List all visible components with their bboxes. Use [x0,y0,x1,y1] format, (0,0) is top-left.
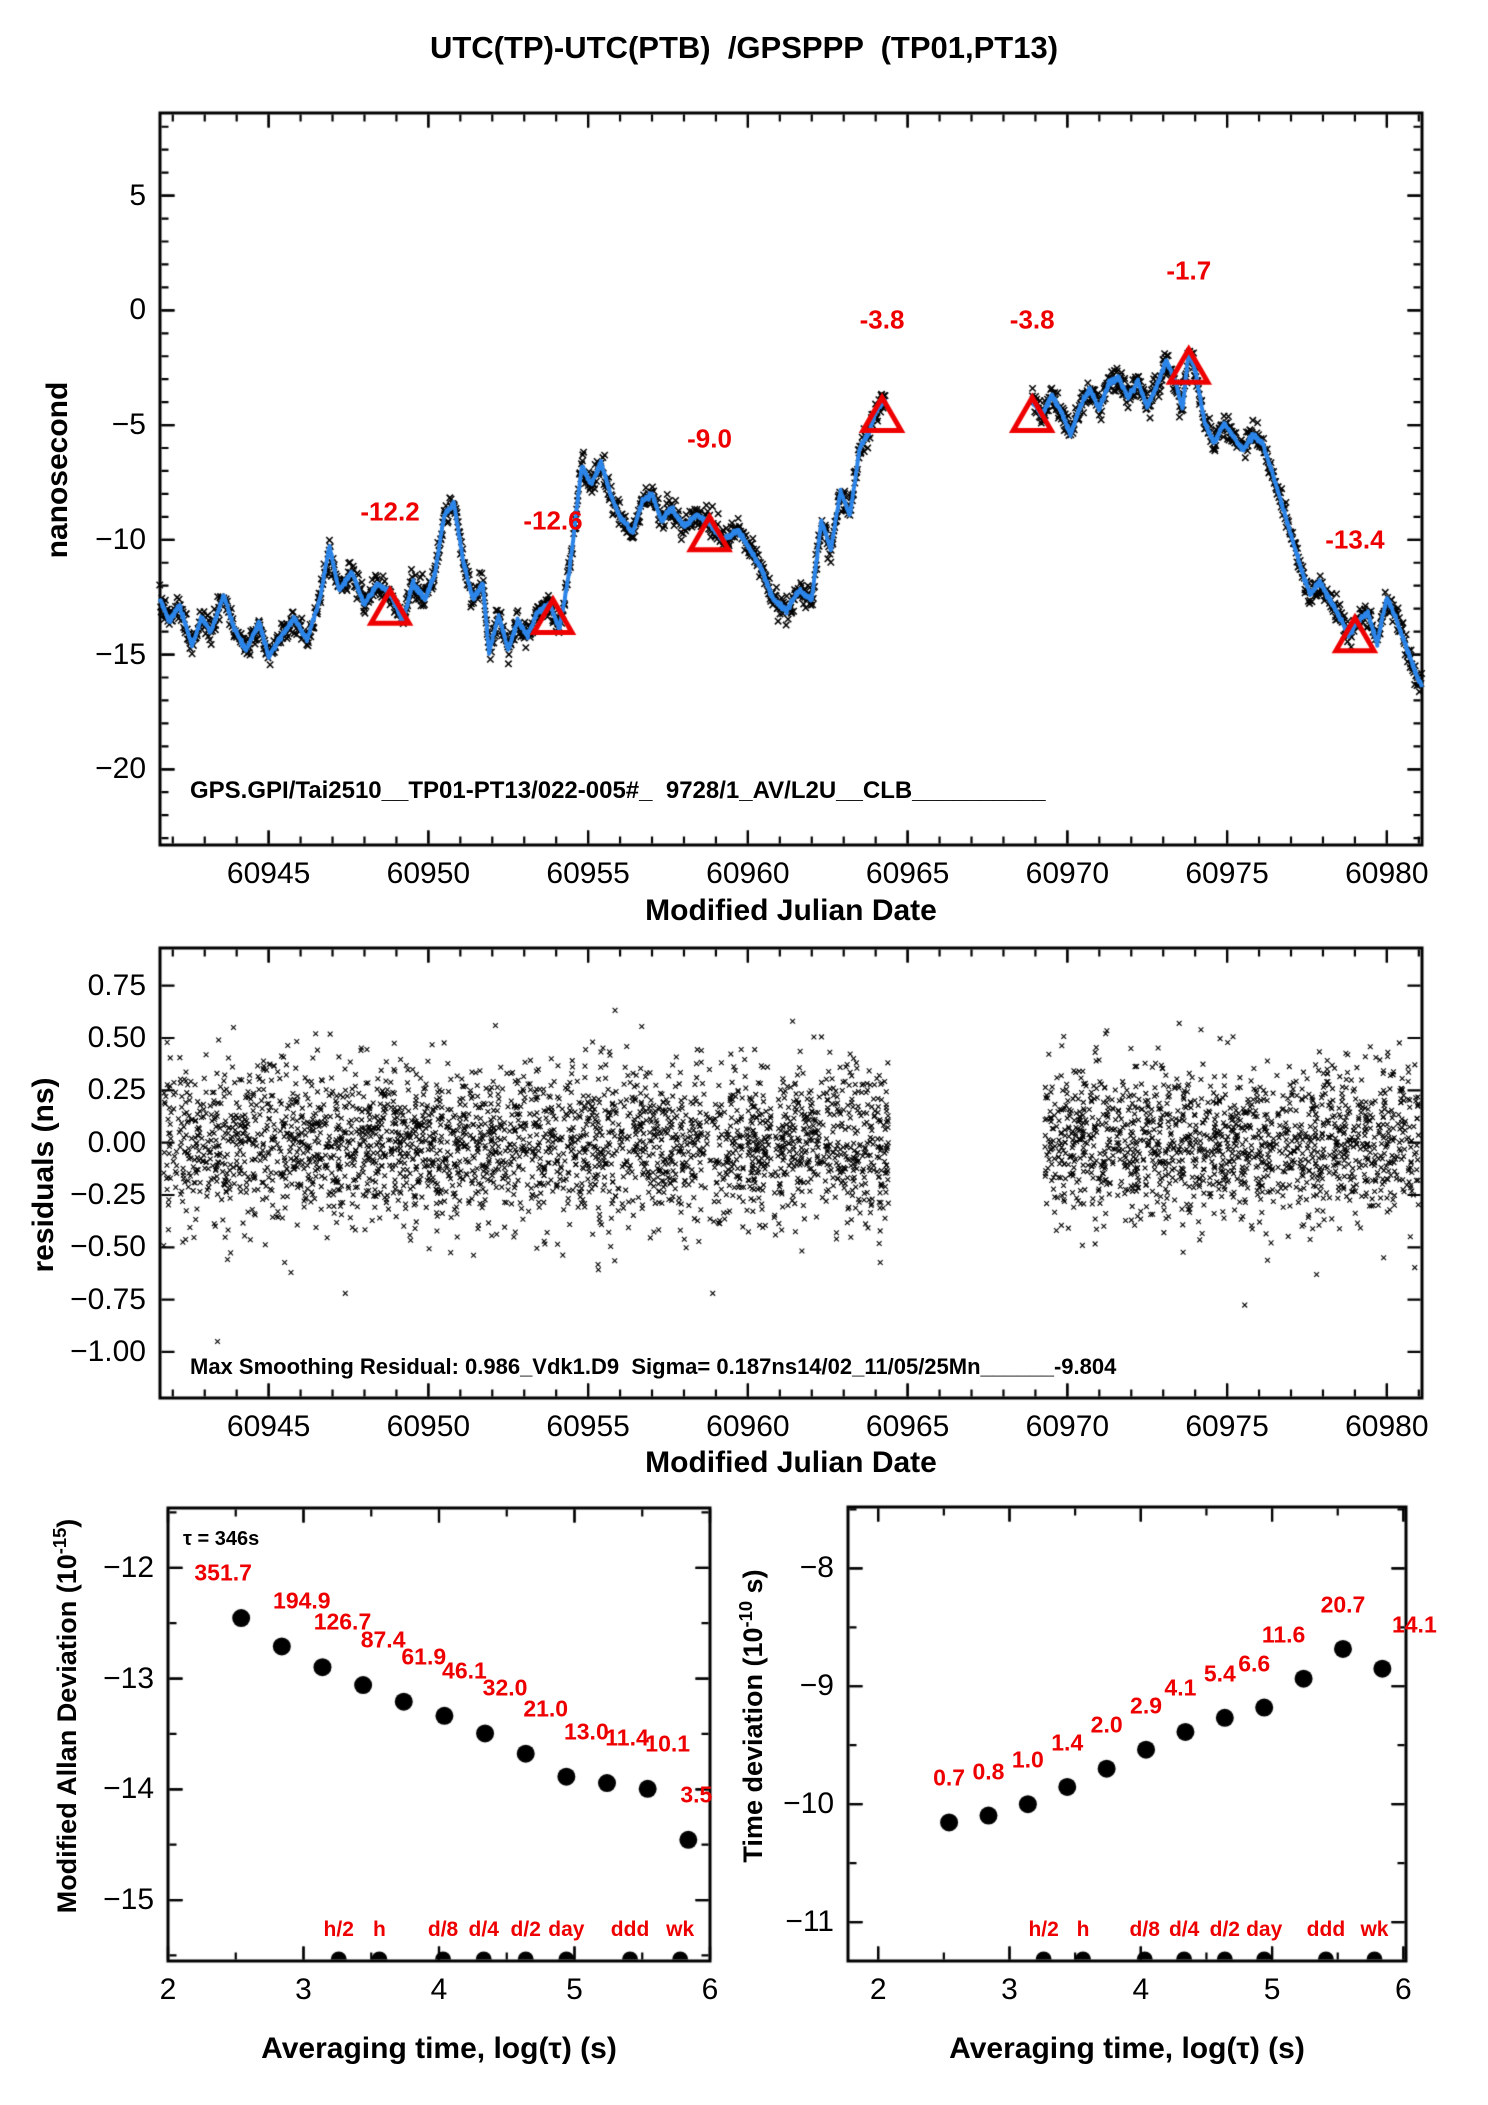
point-value-label: 0.7 [933,1764,966,1791]
point-value-label: 1.0 [1011,1746,1044,1773]
tdev-y-label-text: Time deviation (10 [738,1627,768,1863]
x-tick-label: 4 [430,1973,448,2006]
period-marker-label: ddd [1306,1917,1346,1941]
tdev-y-label-exponent: -10 [735,1600,756,1628]
point-value-label: 1.4 [1051,1729,1084,1756]
period-marker-label: d/2 [510,1917,541,1941]
y-tick-label: −10 [783,1787,834,1821]
y-tick-label: 5 [129,178,146,212]
point-value-label: 5.4 [1203,1660,1236,1687]
tdev-x-axis-label: Averaging time, log(τ) (s) [949,2032,1305,2065]
x-tick-label: 3 [1001,1973,1018,2006]
period-marker-label: day [1246,1917,1283,1941]
period-marker-label: d/4 [468,1917,499,1941]
period-marker-label: h/2 [1028,1917,1059,1941]
y-tick-label: −5 [111,408,146,442]
point-value-label: 46.1 [442,1657,487,1684]
point-value-label: 21.0 [523,1695,569,1722]
phase-outlier-label: -1.7 [1166,255,1212,286]
tdev-y-label-suffix: s) [738,1569,768,1601]
mdev-tau-note: τ = 346s [183,1528,260,1550]
point-value-label: 4.1 [1164,1674,1197,1701]
x-tick-label: 60945 [226,1410,311,1443]
point-value-label: 0.8 [972,1758,1005,1785]
y-tick-label: −9 [799,1669,834,1703]
x-tick-label: 5 [566,1973,583,2006]
mdev-x-axis-label: Averaging time, log(τ) (s) [261,2032,617,2065]
y-tick-label: 0 [129,293,146,327]
x-tick-label: 60950 [386,1410,471,1443]
period-marker-label: h [1076,1917,1090,1941]
residuals-annotation: Max Smoothing Residual: 0.986_Vdk1.D9 Sigma= 0.187ns14/02_11/05/25Mn______-9.804 [190,1354,1117,1379]
mdev-y-label-text: Modified Allan Deviation (10 [52,1554,82,1914]
x-tick-label: 60975 [1185,857,1269,890]
y-tick-label: −8 [799,1551,834,1585]
y-tick-label: −13 [103,1661,154,1695]
y-tick-label: −15 [95,637,146,671]
point-value-label: 14.1 [1391,1611,1437,1638]
x-tick-label: 2 [159,1973,177,2006]
period-marker-label: wk [666,1917,695,1941]
y-tick-label: 0.50 [87,1021,146,1054]
phase-outlier-label: -3.8 [1009,304,1055,335]
phase-outlier-label: -13.4 [1325,524,1385,555]
point-value-label: 2.9 [1130,1692,1163,1719]
x-tick-label: 60980 [1345,1410,1429,1443]
y-tick-label: −1.00 [70,1334,146,1368]
x-tick-label: 4 [1132,1973,1150,2006]
point-value-label: 194.9 [273,1587,331,1614]
y-tick-label: −0.25 [70,1177,146,1211]
x-tick-label: 6 [701,1973,719,2006]
x-tick-label: 6 [1395,1973,1412,2006]
point-value-label: 11.4 [605,1724,649,1751]
period-marker-label: wk [1360,1917,1389,1941]
period-marker-label: d/4 [1168,1917,1200,1941]
phase-x-axis-label: Modified Julian Date [645,894,937,927]
y-tick-label: −0.75 [70,1282,146,1316]
x-tick-label: 60950 [386,857,471,890]
y-tick-label: −12 [103,1550,154,1584]
residuals-x-axis-label: Modified Julian Date [645,1446,937,1479]
phase-outlier-label: -9.0 [687,423,732,454]
point-value-label: 351.7 [194,1559,252,1586]
phase-outlier-label: -12.6 [523,505,583,536]
x-tick-label: 60975 [1185,1410,1269,1443]
point-value-label: 61.9 [401,1643,447,1670]
x-tick-label: 2 [869,1973,887,2006]
x-tick-label: 60970 [1025,1410,1110,1443]
y-tick-label: 0.00 [87,1125,146,1159]
period-marker-label: d/8 [1129,1917,1160,1941]
y-tick-label: −20 [95,752,146,786]
point-value-label: 32.0 [482,1674,528,1701]
x-tick-label: 60945 [226,857,311,890]
y-tick-label: −11 [785,1905,834,1939]
point-value-label: 2.0 [1090,1711,1123,1738]
mdev-y-label-exponent: -15 [49,1527,70,1555]
x-tick-label: 60980 [1345,857,1429,890]
x-tick-label: 60970 [1025,857,1110,890]
x-tick-label: 5 [1263,1973,1281,2006]
y-tick-label: −10 [95,522,146,556]
phase-annotation: GPS.GPI/Tai2510__TP01-PT13/022-005#_ 9728/1_AV/L2U__CLB__________ [190,777,1046,804]
y-tick-label: −15 [103,1883,154,1917]
period-marker-label: ddd [610,1917,650,1941]
y-tick-label: 0.75 [87,968,146,1002]
period-marker-label: day [548,1917,585,1941]
point-value-label: 6.6 [1238,1650,1271,1677]
x-tick-label: 60960 [706,1410,790,1443]
x-tick-label: 3 [295,1973,312,2006]
y-tick-label: −0.50 [70,1230,146,1264]
y-tick-label: −14 [103,1772,154,1806]
mdev-y-label-suffix: ) [52,1518,82,1528]
point-value-label: 10.1 [645,1730,691,1757]
point-value-label: 3.5 [680,1781,713,1808]
page-title: UTC(TP)-UTC(PTB) /GPSPPP (TP01,PT13) [429,30,1059,65]
residuals-y-axis-label: residuals (ns) [27,1077,60,1273]
point-value-label: 87.4 [360,1626,406,1653]
x-tick-label: 60960 [706,857,790,890]
y-tick-label: 0.25 [87,1073,146,1107]
x-tick-label: 60965 [865,1410,950,1443]
point-value-label: 11.6 [1261,1621,1306,1648]
phase-outlier-label: -3.8 [859,304,905,335]
phase-outlier-label: -12.2 [360,496,420,527]
period-marker-label: d/8 [427,1917,459,1941]
point-value-label: 126.7 [313,1608,372,1635]
period-marker-label: h/2 [323,1917,354,1941]
x-tick-label: 60965 [865,857,950,890]
period-marker-label: h [372,1917,386,1941]
period-marker-label: d/2 [1209,1917,1240,1941]
x-tick-label: 60955 [546,857,630,890]
point-value-label: 20.7 [1320,1591,1366,1618]
x-tick-label: 60955 [546,1410,630,1443]
phase-y-axis-label: nanosecond [41,381,74,559]
point-value-label: 13.0 [563,1718,609,1745]
